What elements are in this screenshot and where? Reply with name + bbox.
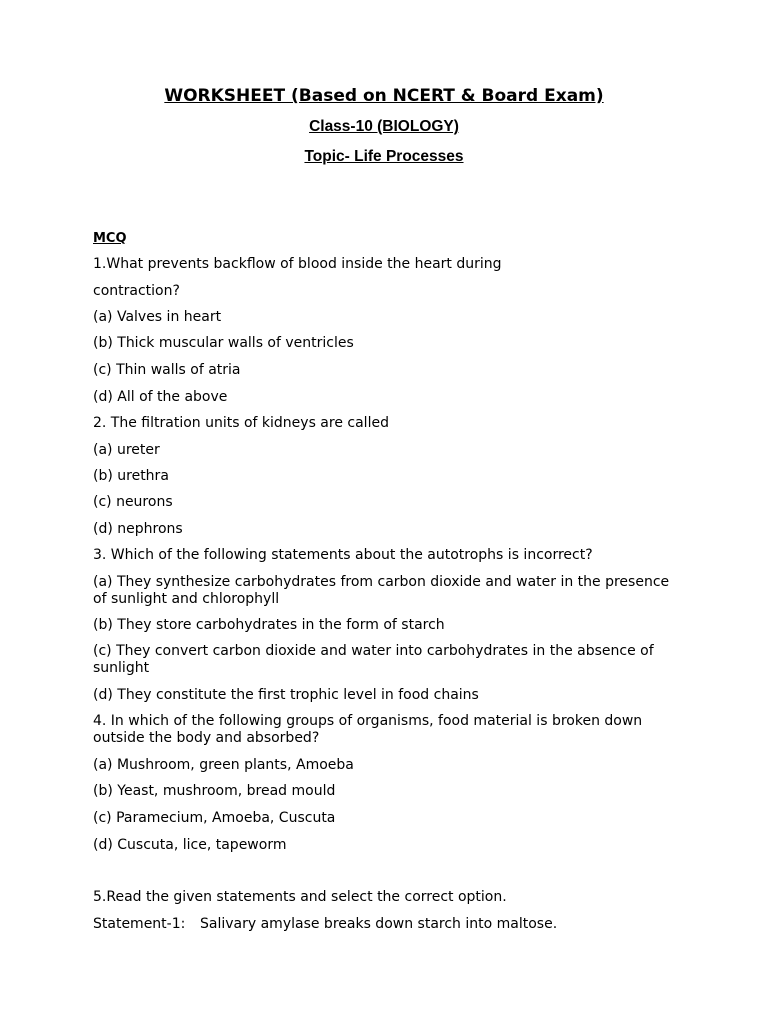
question-1-option-d: (d) All of the above	[93, 389, 228, 405]
question-2-option-b: (b) urethra	[93, 468, 169, 484]
question-3-text: 3. Which of the following statements about the autotrophs is incorrect?	[93, 547, 593, 563]
topic-heading: Topic- Life Processes	[304, 148, 464, 165]
question-4-text: 4. In which of the following groups of organisms, food material is broken down outside the body and absorbed?	[93, 713, 643, 746]
question-4-option-d: (d) Cuscuta, lice, tapeworm	[93, 837, 287, 853]
question-3-option-b: (b) They store carbohydrates in the form of starch	[93, 617, 445, 633]
question-1-option-c: (c) Thin walls of atria	[93, 362, 241, 378]
worksheet-title: WORKSHEET (Based on NCERT & Board Exam)	[164, 86, 604, 106]
question-2-text: 2. The filtration units of kidneys are called	[93, 415, 389, 431]
question-2-option-c: (c) neurons	[93, 494, 173, 510]
question-4-option-a: (a) Mushroom, green plants, Amoeba	[93, 757, 354, 773]
question-4-option-b: (b) Yeast, mushroom, bread mould	[93, 783, 336, 799]
question-1-option-a: (a) Valves in heart	[93, 309, 222, 325]
question-2-option-d: (d) nephrons	[93, 521, 183, 537]
question-3-option-a: (a) They synthesize carbohydrates from carbon dioxide and water in the presence of sunlight and chlorophyll	[93, 574, 670, 607]
question-5-statement-1	[93, 916, 693, 933]
question-5-text: 5.Read the given statements and select the correct option.	[93, 889, 507, 905]
section-heading-mcq: MCQ	[93, 231, 127, 246]
statement-1-text: Salivary amylase breaks down starch into maltose.	[200, 916, 558, 932]
statement-1-label: Statement-1:	[93, 916, 186, 932]
question-3-option-c: (c) They convert carbon dioxide and water into carbohydrates in the absence of sunlight	[93, 643, 654, 676]
question-1-text-continued: contraction?	[93, 283, 180, 299]
question-2-option-a: (a) ureter	[93, 442, 160, 458]
question-1-text: 1.What prevents backflow of blood inside the heart during	[93, 256, 502, 272]
question-4-option-c: (c) Paramecium, Amoeba, Cuscuta	[93, 810, 336, 826]
question-1-option-b: (b) Thick muscular walls of ventricles	[93, 335, 354, 351]
question-3-option-d: (d) They constitute the first trophic level in food chains	[93, 687, 479, 703]
class-heading: Class-10 (BIOLOGY)	[309, 118, 459, 135]
